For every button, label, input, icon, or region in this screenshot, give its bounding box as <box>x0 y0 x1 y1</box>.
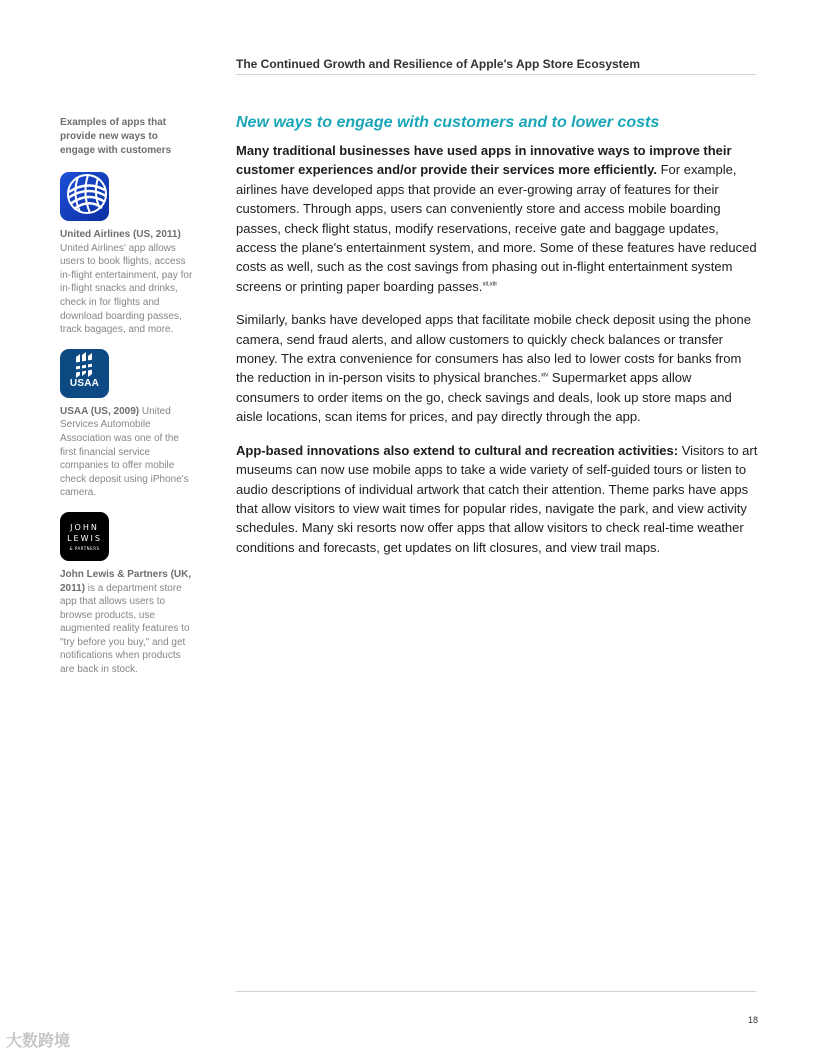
footer-divider <box>236 991 756 992</box>
paragraph-culture <box>236 441 758 557</box>
united-airlines-logo-icon <box>60 172 109 221</box>
app-description <box>60 405 194 500</box>
lead-in-bold: App-based innovations also extend to cultural and recreation activities: <box>236 442 679 458</box>
paragraph-text: For example, airlines have developed apps that provide an ever-growing array of features for their customers. Through apps, users can conveniently store and access mobile boarding passes, check flight status, modify reservations, receive gate and baggage updates, access the plane's entertainment system, and more. Some of these features have reduced costs as well, such as the cost savings from phasing out in-flight entertainment system screens or printing paper boarding passes. <box>236 162 757 294</box>
logo-line: LEWIS <box>67 533 102 543</box>
page-header-title: The Continued Growth and Resilience of Apple's App Store Ecosystem <box>236 57 641 71</box>
logo-line: JOHN <box>70 522 99 532</box>
paragraph-banks <box>236 310 758 426</box>
app-description <box>60 568 194 677</box>
paragraph-text: Supermarket apps allow consumers to order items on the go, check savings and deals, look up store maps and aisle locations, scan items for prices, and pay directly through the app. <box>236 370 732 425</box>
usaa-logo-text: USAA <box>69 377 100 389</box>
paragraph-text: Visitors to art museums can now use mobile apps to take a wide variety of self-guided tours or listen to audio descriptions of individual artwork that catch their attention. Theme parks have apps that allow visitors to view wait times for popular rides, navigate the park, and view activity schedules. Many ski resorts now offer apps that allow visitors to check real-time weather conditions and forecasts, get updates on lift closures, and view trail maps. <box>236 442 758 555</box>
paragraph-airlines <box>236 141 758 296</box>
footnote-ref: xiv <box>540 373 549 380</box>
watermark: 大数跨境 <box>6 1033 71 1050</box>
app-desc-text: is a department store app that allows users to browse products, use augmented reality features to "try before you buy," and get notifications when products are back in stock. <box>60 582 190 676</box>
page-number: 18 <box>748 1015 759 1025</box>
app-name: John Lewis & Partners (UK, 2011) <box>60 568 192 594</box>
app-example-united <box>60 172 194 337</box>
app-description <box>60 228 194 337</box>
app-example-usaa <box>60 349 194 500</box>
main-content <box>236 114 758 571</box>
paragraph-text: Similarly, banks have developed apps that facilitate mobile check deposit using the phone camera, send fraud alerts, and allow customers to quickly check balances or transfer money. The extra convenience for consumers has also led to lower costs for banks from the reduction in in-person visits to physical branches. <box>236 312 752 386</box>
app-example-john-lewis <box>60 512 194 677</box>
app-desc-text: United Airlines' app allows users to book flights, access in-flight entertainment, pay for in-flight snacks and drinks, check in for flights and download boarding passes, track bagages, and more. <box>60 242 193 336</box>
app-desc-text: United Services Automobile Association was one of the first financial service companies to offer mobile check deposit using iPhone's camera. <box>60 405 189 499</box>
usaa-logo-icon <box>60 349 109 398</box>
sidebar-heading: Examples of apps that provide new ways to engage with customers <box>60 117 172 156</box>
sidebar <box>60 116 194 689</box>
app-name: United Airlines (US, 2011) <box>60 229 181 240</box>
logo-line: & PARTNERS <box>69 545 100 551</box>
lead-in-bold: Many traditional businesses have used apps in innovative ways to improve their customer experiences and/or provide their services more efficiently. <box>236 143 732 178</box>
footnote-ref: xii,xiii <box>482 281 497 288</box>
section-heading: New ways to engage with customers and to lower costs <box>236 114 660 131</box>
john-lewis-logo-icon <box>60 512 109 561</box>
header-divider <box>236 74 756 75</box>
app-name: USAA (US, 2009) <box>60 405 140 417</box>
